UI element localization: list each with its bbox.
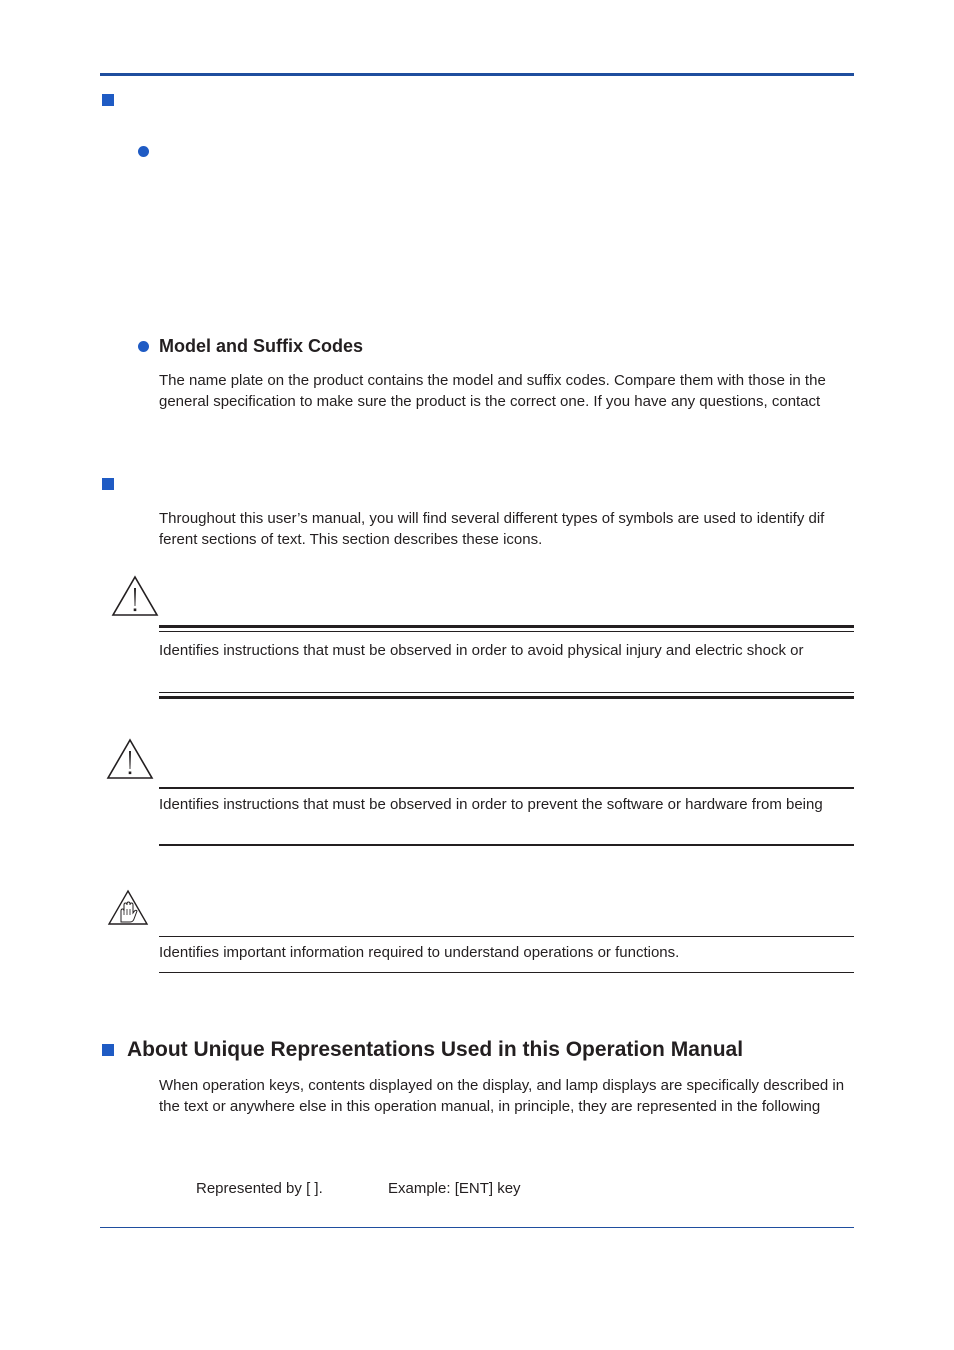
important-top-rule [159, 936, 854, 937]
important-bottom-rule [159, 972, 854, 973]
section-title: About Unique Representations Used in this Operation Manual [127, 1038, 744, 1061]
warning-text: Identifies instructions that must be observed in order to avoid physical injury and electric shock or [159, 642, 804, 659]
warning-bottom-rule-thick [159, 696, 854, 699]
bottom-rule [100, 1227, 854, 1228]
example-text: Example: [ENT] key [388, 1180, 521, 1197]
caution-bottom-rule [159, 844, 854, 846]
section-bullet-square [102, 1044, 114, 1056]
section-body: When operation keys, contents displayed on the display, and lamp displays are specifically described in the text or anywhere else in this operation manual, in principle, they are represented in the following [159, 1077, 845, 1115]
represented-by-text: Represented by [ ]. [196, 1180, 323, 1197]
caution-triangle-icon [105, 737, 155, 781]
hand-triangle-icon [107, 889, 149, 927]
warning-top-rule-thin [159, 631, 854, 632]
subsection-body: The name plate on the product contains the model and suffix codes. Compare them with those in the general specification to make sure the product is the correct one. If you have any questions, contact [159, 372, 826, 410]
caution-text: Identifies instructions that must be observed in order to prevent the software or hardware from being [159, 796, 823, 813]
caution-top-rule [159, 787, 854, 789]
warning-bottom-rule-thin [159, 692, 854, 693]
warning-triangle-icon [110, 574, 160, 618]
subsection-title: Model and Suffix Codes [159, 336, 364, 356]
section-bullet-square [102, 478, 114, 490]
section-intro: Throughout this user’s manual, you will find several different types of symbols are used to identify dif ferent sections of text. This section describes these icons. [159, 510, 825, 548]
warning-top-rule-thick [159, 625, 854, 628]
section-bullet-square [102, 94, 114, 106]
important-text: Identifies important information required to understand operations or functions. [159, 944, 680, 961]
top-rule [100, 73, 854, 76]
subsection-bullet-dot [138, 341, 149, 352]
subsection-bullet-dot [138, 146, 149, 157]
